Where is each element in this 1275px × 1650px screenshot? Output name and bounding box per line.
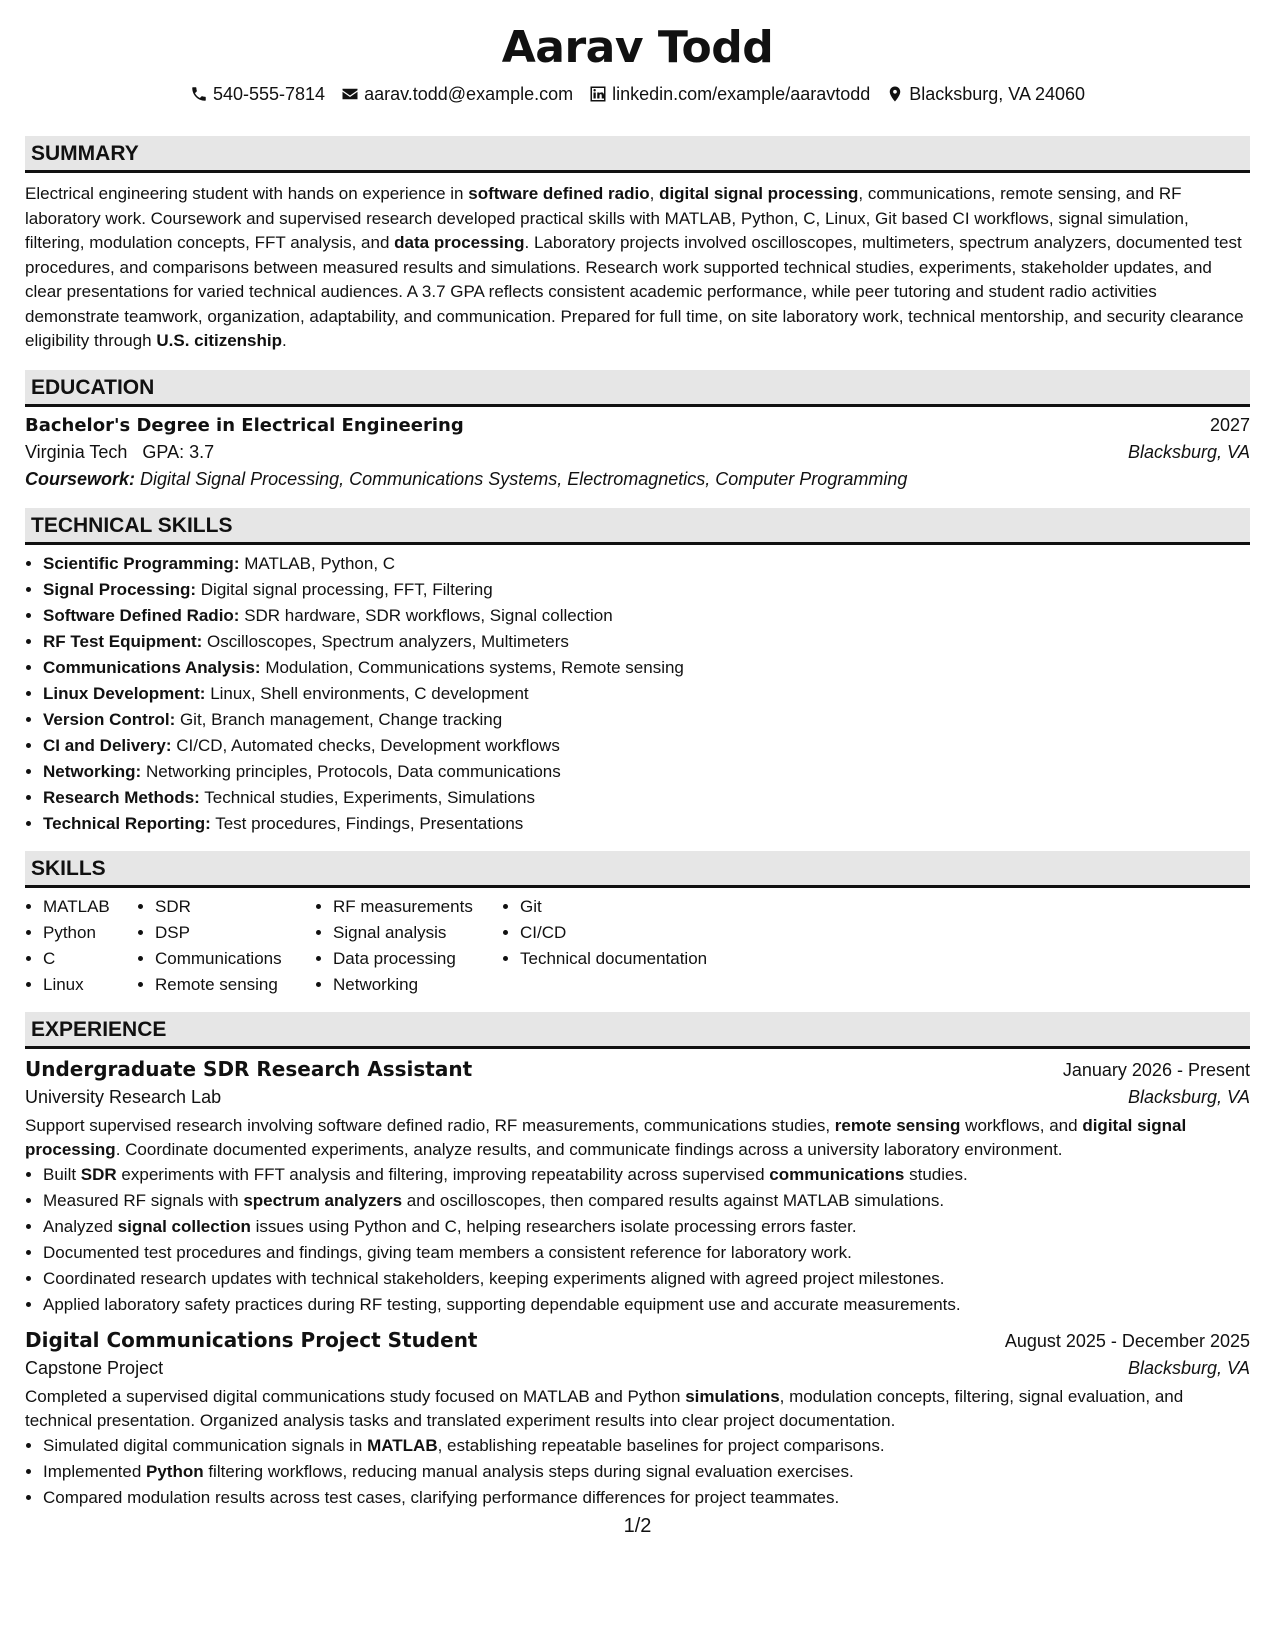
page-number: 1/2 bbox=[623, 1515, 652, 1537]
contact-location bbox=[886, 82, 1085, 106]
phone-icon bbox=[190, 85, 208, 103]
technical-skill-item: • Communications Analysis: Modulation, Communications systems, Remote sensing bbox=[43, 655, 1250, 681]
technical-skill-item: • RF Test Equipment: Oscilloscopes, Spectrum analyzers, Multimeters bbox=[43, 629, 1250, 655]
skill-item: • Technical documentation bbox=[520, 946, 742, 972]
job-bullets bbox=[25, 1162, 1250, 1318]
skill-item: • Python bbox=[43, 920, 137, 946]
phone-text: 540-555-7814 bbox=[212, 84, 326, 104]
experience-entry bbox=[25, 1057, 1250, 1318]
section-heading-technical-skills: TECHNICAL SKILLS bbox=[25, 508, 1250, 545]
skill-item: • RF measurements bbox=[333, 894, 502, 920]
job-dates: August 2025 - December 2025 bbox=[1004, 1330, 1250, 1351]
job-bullet: • Simulated digital communication signals in MATLAB, establishing repeatable baselines for project comparisons. bbox=[43, 1433, 1250, 1459]
contact-email[interactable] bbox=[341, 82, 573, 106]
skills-grid bbox=[25, 894, 1250, 998]
school-info bbox=[25, 442, 214, 463]
skills-column bbox=[502, 894, 742, 998]
job-description: Support supervised research involving software defined radio, RF measurements, communications studies, remote sensing workflows, and digital signal processing. Coordinate documented experiments, analyze results, and communicate findings across a university laboratory environment. bbox=[25, 1115, 1187, 1159]
summary-paragraph: Electrical engineering student with hands on experience in software defined radio, digital signal processing, communications, remote sensing, and RF laboratory work. Coursework and supervised research developed practical skills with MATLAB, Python, C, Linux, Git based CI workflows, signal simulation, filtering, modulation concepts, FFT analysis, and data processing. Laboratory projects involved oscilloscopes, multimeters, spectrum analyzers, documented test procedures, and comparisons between measured results and simulations. Research work supported technical studies, experiments, stakeholder updates, and clear presentations for varied technical audiences. A 3.7 GPA reflects consistent academic performance, while peer tutoring and student radio activities demonstrate teamwork, organization, adaptability, and communication. Prepared for full time, on site laboratory work, technical mentorship, and security clearance eligibility through U.S. citizenship. bbox=[25, 184, 1244, 350]
envelope-icon bbox=[341, 85, 359, 103]
technical-skill-item: • Scientific Programming: MATLAB, Python, C bbox=[43, 551, 1250, 577]
contact-linkedin[interactable] bbox=[589, 82, 870, 106]
linkedin-text: linkedin.com/example/aaravtodd bbox=[612, 84, 871, 104]
job-location: Blacksburg, VA bbox=[1127, 1086, 1250, 1107]
school-location: Blacksburg, VA bbox=[1127, 441, 1250, 462]
coursework-list: Digital Signal Processing, Communications Systems, Electromagnetics, Computer Programming bbox=[140, 468, 908, 489]
skills-column bbox=[25, 894, 137, 998]
job-bullet: • Applied laboratory safety practices during RF testing, supporting dependable equipment use and accurate measurements. bbox=[43, 1292, 1250, 1318]
gpa: GPA: 3.7 bbox=[142, 441, 215, 462]
location-text: Blacksburg, VA 24060 bbox=[909, 84, 1086, 104]
job-bullet: • Compared modulation results across test cases, clarifying performance differences for project teammates. bbox=[43, 1485, 1250, 1511]
coursework-line bbox=[25, 469, 1250, 490]
coursework-label: Coursework: bbox=[25, 468, 136, 489]
education-entry bbox=[25, 415, 1250, 490]
linkedin-icon bbox=[589, 85, 607, 103]
job-dates: January 2026 - Present bbox=[1062, 1059, 1250, 1080]
skills-column bbox=[137, 894, 315, 998]
job-description: Completed a supervised digital communications study focused on MATLAB and Python simulations, modulation concepts, filtering, signal evaluation, and technical presentation. Organized analysis tasks and translated experiment results into clear project documentation. bbox=[25, 1386, 1184, 1430]
section-heading-education: EDUCATION bbox=[25, 370, 1250, 407]
technical-skill-item: • Version Control: Git, Branch management, Change tracking bbox=[43, 707, 1250, 733]
contact-bar bbox=[25, 82, 1250, 106]
technical-skill-item: • CI and Delivery: CI/CD, Automated checks, Development workflows bbox=[43, 733, 1250, 759]
skill-item: • MATLAB bbox=[43, 894, 137, 920]
job-bullet: • Implemented Python filtering workflows, reducing manual analysis steps during signal evaluation exercises. bbox=[43, 1459, 1250, 1485]
email-text: aarav.todd@example.com bbox=[364, 84, 574, 104]
technical-skills-list bbox=[25, 551, 1250, 837]
technical-skill-item: • Signal Processing: Digital signal processing, FFT, Filtering bbox=[43, 577, 1250, 603]
job-location: Blacksburg, VA bbox=[1127, 1357, 1250, 1378]
candidate-name: Aarav Todd bbox=[501, 22, 774, 73]
map-pin-icon bbox=[886, 85, 904, 103]
skill-item: • Communications bbox=[155, 946, 315, 972]
job-bullet: • Measured RF signals with spectrum analyzers and oscilloscopes, then compared results against MATLAB simulations. bbox=[43, 1188, 1250, 1214]
skill-item: • Networking bbox=[333, 972, 502, 998]
skill-item: • DSP bbox=[155, 920, 315, 946]
skill-item: • Remote sensing bbox=[155, 972, 315, 998]
experience-entry bbox=[25, 1328, 1250, 1511]
skill-item: • CI/CD bbox=[520, 920, 742, 946]
graduation-year: 2027 bbox=[1209, 414, 1250, 435]
job-bullet: • Analyzed signal collection issues using Python and C, helping researchers isolate processing errors faster. bbox=[43, 1214, 1250, 1240]
school-name: Virginia Tech bbox=[25, 441, 128, 462]
job-title: Undergraduate SDR Research Assistant bbox=[25, 1056, 473, 1081]
section-heading-skills: SKILLS bbox=[25, 851, 1250, 888]
technical-skill-item: • Software Defined Radio: SDR hardware, SDR workflows, Signal collection bbox=[43, 603, 1250, 629]
job-bullet: • Coordinated research updates with technical stakeholders, keeping experiments aligned with agreed project milestones. bbox=[43, 1266, 1250, 1292]
job-title: Digital Communications Project Student bbox=[25, 1327, 478, 1352]
resume-page bbox=[25, 0, 1250, 1511]
job-bullets bbox=[25, 1433, 1250, 1511]
skill-item: • Git bbox=[520, 894, 742, 920]
section-heading-summary: SUMMARY bbox=[25, 136, 1250, 173]
job-organization: University Research Lab bbox=[25, 1086, 222, 1107]
section-heading-experience: EXPERIENCE bbox=[25, 1012, 1250, 1049]
experience-list bbox=[25, 1057, 1250, 1511]
technical-skill-item: • Technical Reporting: Test procedures, Findings, Presentations bbox=[43, 811, 1250, 837]
job-bullet: • Built SDR experiments with FFT analysis and filtering, improving repeatability across supervised communications studies. bbox=[43, 1162, 1250, 1188]
degree-title: Bachelor's Degree in Electrical Engineering bbox=[25, 414, 464, 436]
skill-item: • SDR bbox=[155, 894, 315, 920]
skills-column bbox=[315, 894, 502, 998]
skill-item: • Signal analysis bbox=[333, 920, 502, 946]
job-organization: Capstone Project bbox=[25, 1357, 164, 1378]
skill-item: • Data processing bbox=[333, 946, 502, 972]
job-bullet: • Documented test procedures and findings, giving team members a consistent reference for laboratory work. bbox=[43, 1240, 1250, 1266]
technical-skill-item: • Linux Development: Linux, Shell environments, C development bbox=[43, 681, 1250, 707]
technical-skill-item: • Networking: Networking principles, Protocols, Data communications bbox=[43, 759, 1250, 785]
skill-item: • Linux bbox=[43, 972, 137, 998]
skill-item: • C bbox=[43, 946, 137, 972]
technical-skill-item: • Research Methods: Technical studies, Experiments, Simulations bbox=[43, 785, 1250, 811]
contact-phone bbox=[190, 82, 325, 106]
